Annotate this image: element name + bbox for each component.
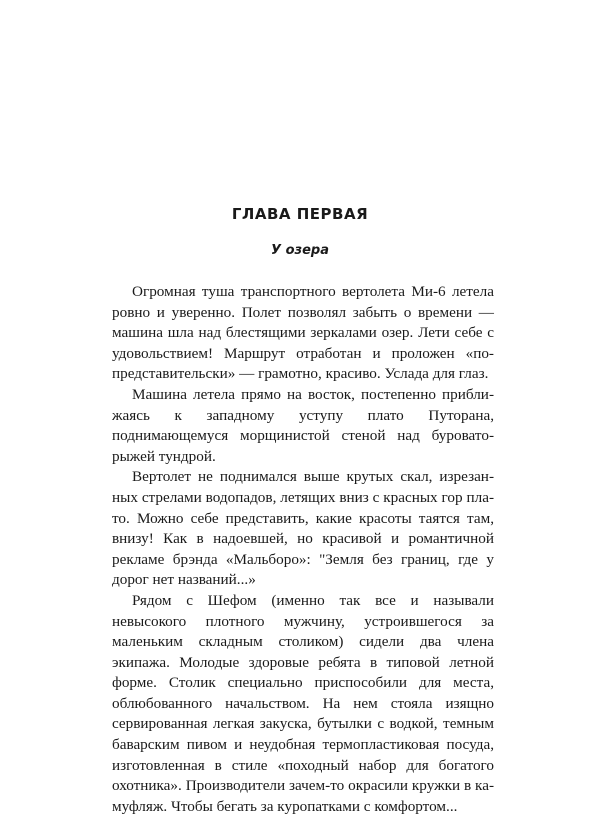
chapter-subtitle: У озера: [271, 243, 329, 258]
paragraph: Вертолет не поднимался выше крутых скал, изрезанных стрелами водопадов, летящих вниз с красных гор плато. Можно себе представить, какие красоты таятся там, внизу! Как в надоевшей, но красивой и романтичной рекламе брэнда «Мальборо»: "Земля без границ, где у дорог нет названий...»: [112, 468, 494, 589]
chapter-body: [112, 282, 494, 817]
paragraph: Рядом с Шефом (именно так все и называли невысокого плотного мужчину, устроившегося за маленьким складным столиком) сидели два члена экипажа. Молодые здоровые ребята в типовой летной форме. Столик специально приспособили для места, облюбованного начальством. На нем стояла изящно сервированная легкая закуска, бутылки с водкой, темным баварским пивом и неудобная термопластиковая посуда, изготовленная в стиле «походный набор для богатого охотника». Производители зачем-то окрасили кружки в камуфляж. Чтобы бегать за куропатками с комфортом...: [112, 591, 494, 815]
paragraph: Машина летела прямо на восток, постепенно приближаясь к западному уступу плато Путорана, поднимающемуся морщинистой стеной над буровато-рыжей тундрой.: [112, 385, 494, 465]
paragraph: Огромная туша транспортного вертолета Ми-6 летела ровно и уверенно. Полет позволял забыть о времени — машина шла над блестящими зеркалами озер. Лети себе с удовольствием! Маршрут отработан и проложен «по-представительски» — грамотно, красиво. Услада для глаз.: [112, 283, 494, 383]
chapter-title: ГЛАВА ПЕРВАЯ: [231, 205, 369, 223]
